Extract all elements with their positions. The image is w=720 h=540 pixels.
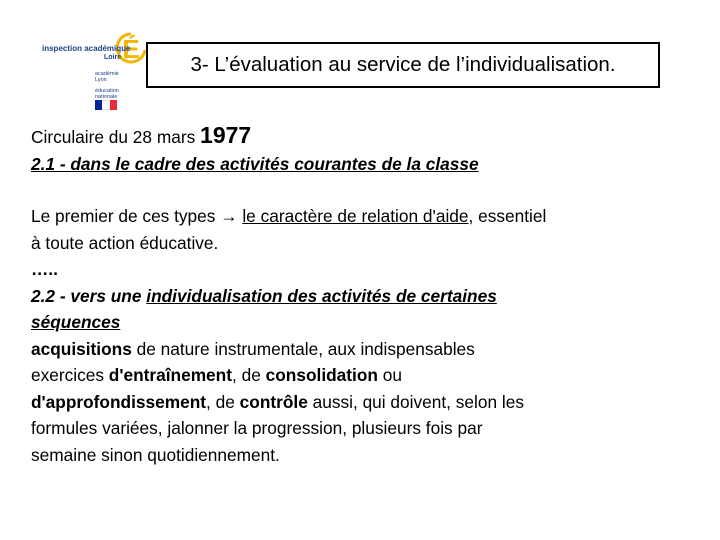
circulaire-line	[31, 122, 691, 151]
term-acquisitions: acquisitions	[31, 338, 132, 359]
p1-underlined-phrase: le caractère de relation d'aide	[242, 206, 469, 226]
ellipsis: …..	[31, 259, 58, 279]
section-2-2-heading	[31, 283, 691, 310]
p1-text-a: Le premier de ces types	[31, 206, 221, 226]
flag-red	[110, 100, 117, 110]
logo-education-line-2: nationale	[95, 94, 118, 100]
slide-title: 3- L’évaluation au service de l’individualisation.	[146, 42, 660, 88]
term-controle: contrôle	[239, 391, 308, 412]
arrow-right-icon: →	[220, 206, 238, 226]
section-2-2-underlined-2: séquences	[31, 312, 121, 332]
flag-white	[102, 100, 109, 110]
p2-text-5: , de	[206, 391, 240, 412]
paragraph-2-line-4: formules variées, jalonner la progression, plusieurs fois par	[31, 418, 483, 438]
spacer	[31, 177, 691, 203]
paragraph-1-line-1	[31, 203, 691, 230]
paragraph-2-line-5: semaine sinon quotidiennement.	[31, 444, 280, 465]
section-2-2-underlined-1: individualisation des activités de certaines	[146, 285, 497, 306]
circulaire-text: Circulaire du 28 mars	[31, 127, 201, 147]
logo-education-line-1: éducation	[95, 88, 119, 94]
slide-body	[31, 122, 691, 468]
logo-education-text	[95, 88, 119, 100]
french-flag-icon	[95, 100, 117, 110]
paragraph-2-line-1	[31, 336, 691, 363]
logo-line-2: Loire	[104, 54, 122, 61]
term-entrainement: d'entraînement	[108, 365, 232, 385]
term-consolidation: consolidation	[265, 365, 378, 385]
logo-academie-text	[95, 71, 119, 83]
flag-blue	[95, 100, 102, 110]
paragraph-1-line-2: à toute action éducative.	[31, 232, 219, 253]
p2-text-4: ou	[377, 365, 402, 385]
term-approfondissement: d'approfondissement	[31, 391, 207, 412]
p1-text-c: , essentiel	[468, 206, 547, 226]
logo-academie-line-1: académie	[95, 71, 119, 77]
academie-logo	[38, 30, 148, 115]
paragraph-2-line-3	[31, 389, 691, 416]
p2-text-3: , de	[231, 365, 266, 385]
p2-text-1: de nature instrumentale, aux indispensables	[131, 338, 475, 359]
section-2-1-text: 2.1 - dans le cadre des activités courantes de la classe	[31, 153, 479, 174]
svg-text:É: É	[122, 34, 140, 64]
p2-text-6: aussi, qui doivent, selon les	[307, 391, 524, 412]
section-2-1-heading	[31, 151, 691, 178]
logo-academie-line-2: Lyon	[95, 77, 107, 83]
p2-text-2: exercices	[31, 365, 109, 385]
section-2-2-prefix: 2.2 - vers une	[31, 285, 147, 306]
circulaire-year: 1977	[200, 122, 252, 148]
paragraph-2-line-2	[31, 362, 691, 389]
logo-line-1: inspection académique	[42, 44, 131, 53]
section-2-2-heading-line-2	[31, 309, 691, 336]
